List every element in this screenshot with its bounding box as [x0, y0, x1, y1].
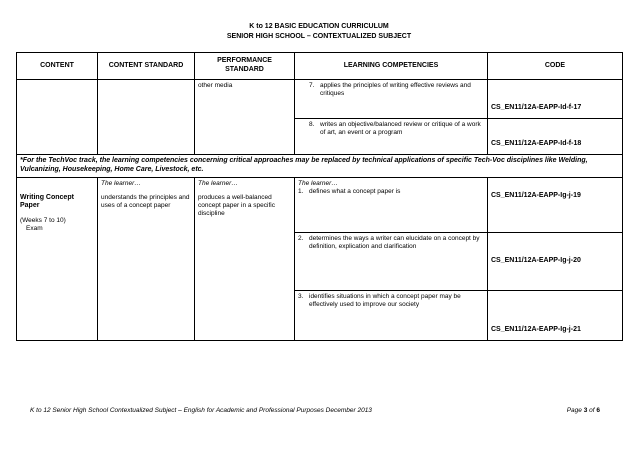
code-cell: CS_EN11/12A-EAPP-Ig-j-19	[488, 177, 623, 232]
header-content-standard: CONTENT STANDARD	[98, 53, 195, 80]
competency-text: applies the principles of writing effective reviews and critiques	[320, 82, 471, 98]
competency-cell	[295, 232, 488, 290]
header-performance-standard: PERFORMANCE STANDARD	[195, 53, 295, 80]
techvoc-note: *For the TechVoc track, the learning competencies concerning critical approaches may be replaced by technical applications of specific Tech-Voc disciplines like Welding, Vulcanizing, Housekeeping, Home Care, Livestock, etc.	[17, 155, 623, 178]
techvoc-note-row	[17, 155, 623, 178]
content-standard-cell	[98, 177, 195, 340]
competency-cell	[295, 80, 488, 119]
competency-text: writes an objective/balanced review or critique of a work of art, an event or a program	[320, 121, 481, 137]
code-cell: CS_EN11/12A-EAPP-Ig-j-20	[488, 232, 623, 290]
performance-standard-cell	[195, 177, 295, 340]
content-weeks: (Weeks 7 to 10)	[20, 217, 66, 225]
learner-label: The learner…	[298, 179, 338, 187]
competency-cell	[295, 119, 488, 155]
curriculum-table	[16, 52, 623, 341]
footer-title: K to 12 Senior High School Contextualized Subject – English for Academic and Professional Purposes December 2013	[30, 407, 372, 414]
content-standard-cell-empty	[98, 80, 195, 155]
content-cell	[17, 177, 98, 340]
performance-standard-text: produces a well-balanced concept paper in a specific discipline	[198, 193, 275, 217]
header-code: CODE	[488, 53, 623, 80]
learner-label: The learner…	[101, 179, 141, 187]
code-cell: CS_EN11/12A-EAPP-Ig-j-21	[488, 290, 623, 340]
competency-number: 1.	[298, 187, 304, 195]
page-current: 3	[583, 407, 588, 414]
code-cell: CS_EN11/12A-EAPP-Id-f-18	[488, 119, 623, 155]
learner-label: The learner…	[198, 179, 238, 187]
header-learning-competencies: LEARNING COMPETENCIES	[295, 53, 488, 80]
competency-text: defines what a concept paper is	[309, 187, 401, 195]
page-number	[567, 407, 600, 414]
competency-cell	[295, 177, 488, 232]
competency-cell	[295, 290, 488, 340]
page-prefix: Page	[566, 407, 582, 414]
table-header-row	[17, 53, 623, 80]
header-content: CONTENT	[17, 53, 98, 80]
competency-number: 7.	[309, 82, 315, 89]
curriculum-subtitle: SENIOR HIGH SCHOOL – CONTEXTUALIZED SUBJECT	[226, 33, 412, 40]
table-row	[17, 80, 623, 119]
content-standard-text: understands the principles and uses of a concept paper	[101, 193, 190, 209]
content-title: Writing Concept Paper	[20, 193, 74, 210]
competency-number: 8.	[309, 121, 315, 128]
content-exam: Exam	[26, 225, 43, 233]
page-total: 6	[596, 407, 600, 414]
table-row	[17, 177, 623, 232]
page-of: of	[589, 407, 595, 414]
competency-text: identifies situations in which a concept paper may be effectively used to improve our society	[309, 292, 461, 308]
content-cell-empty	[17, 80, 98, 155]
competency-text: determines the ways a writer can elucidate on a concept by definition, explication and clarification	[309, 234, 480, 250]
code-cell: CS_EN11/12A-EAPP-Id-f-17	[488, 80, 623, 119]
curriculum-title: K to 12 BASIC EDUCATION CURRICULUM	[249, 23, 389, 30]
competency-number: 2.	[298, 234, 304, 242]
competency-number: 3.	[298, 292, 304, 300]
performance-standard-cell: other media	[195, 80, 295, 155]
